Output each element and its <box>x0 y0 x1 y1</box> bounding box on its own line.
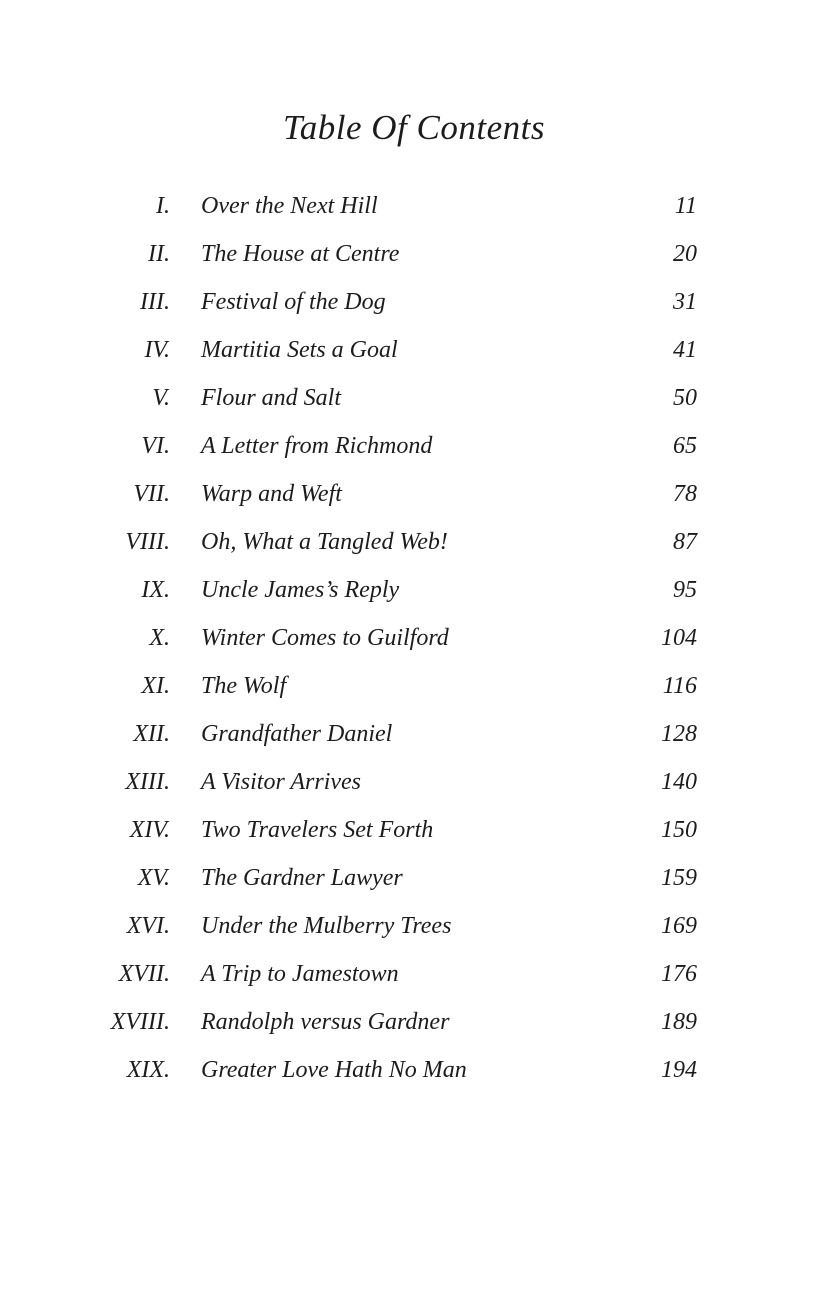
chapter-page-number: 65 <box>673 433 697 459</box>
chapter-page-number: 128 <box>661 721 697 747</box>
chapter-numeral: XI. <box>141 673 170 699</box>
toc-entry <box>0 806 697 854</box>
chapter-page-number: 169 <box>661 913 697 939</box>
chapter-title: Grandfather Daniel <box>201 721 393 747</box>
toc-entry <box>0 566 697 614</box>
chapter-page-number: 87 <box>673 529 697 555</box>
chapter-page-number: 95 <box>673 577 697 603</box>
chapter-numeral: XIX. <box>126 1057 170 1083</box>
chapter-page-number: 20 <box>673 241 697 267</box>
chapter-page-number: 104 <box>661 625 697 651</box>
chapter-title: Winter Comes to Guilford <box>201 625 449 651</box>
toc-entry <box>0 614 697 662</box>
chapter-page-number: 159 <box>661 865 697 891</box>
chapter-numeral: XII. <box>133 721 170 747</box>
chapter-title: A Trip to Jamestown <box>201 961 399 987</box>
chapter-title: Greater Love Hath No Man <box>201 1057 467 1083</box>
chapter-title: Randolph versus Gardner <box>201 1009 450 1035</box>
chapter-title: Under the Mulberry Trees <box>201 913 452 939</box>
chapter-title: Two Travelers Set Forth <box>201 817 434 843</box>
chapter-numeral: VII. <box>133 481 170 507</box>
toc-entry <box>0 230 697 278</box>
chapter-page-number: 41 <box>673 337 697 363</box>
chapter-page-number: 176 <box>661 961 697 987</box>
toc-entry <box>0 854 697 902</box>
chapter-numeral: XIII. <box>125 769 170 795</box>
chapter-page-number: 194 <box>661 1057 697 1083</box>
chapter-numeral: V. <box>152 385 170 411</box>
chapter-page-number: 140 <box>661 769 697 795</box>
chapter-numeral: XVI. <box>126 913 170 939</box>
toc-entry <box>0 470 697 518</box>
chapter-title: Flour and Salt <box>201 385 342 411</box>
table-of-contents <box>0 182 697 1094</box>
chapter-title: Martitia Sets a Goal <box>201 337 398 363</box>
chapter-title: A Visitor Arrives <box>201 769 362 795</box>
chapter-numeral: XVII. <box>118 961 170 987</box>
chapter-numeral: X. <box>149 625 170 651</box>
chapter-numeral: IV. <box>144 337 170 363</box>
chapter-page-number: 116 <box>662 673 697 699</box>
chapter-numeral: XVIII. <box>110 1009 170 1035</box>
chapter-numeral: XV. <box>137 865 170 891</box>
toc-entry <box>0 422 697 470</box>
toc-entry <box>0 710 697 758</box>
chapter-numeral: IX. <box>141 577 170 603</box>
toc-entry <box>0 374 697 422</box>
chapter-title: The Gardner Lawyer <box>201 865 403 891</box>
chapter-title: The House at Centre <box>201 241 400 267</box>
chapter-title: Over the Next Hill <box>201 193 378 219</box>
toc-entry <box>0 182 697 230</box>
toc-entry <box>0 518 697 566</box>
chapter-page-number: 78 <box>673 481 697 507</box>
chapter-title: Warp and Weft <box>201 481 342 507</box>
toc-entry <box>0 326 697 374</box>
chapter-title: Festival of the Dog <box>201 289 386 315</box>
toc-entry <box>0 902 697 950</box>
chapter-numeral: XIV. <box>129 817 170 843</box>
chapter-page-number: 31 <box>673 289 697 315</box>
chapter-numeral: II. <box>148 241 170 267</box>
chapter-numeral: I. <box>156 193 170 219</box>
chapter-page-number: 11 <box>674 193 697 219</box>
chapter-title: The Wolf <box>201 673 287 699</box>
chapter-numeral: III. <box>140 289 170 315</box>
toc-entry <box>0 278 697 326</box>
toc-entry <box>0 758 697 806</box>
chapter-page-number: 50 <box>673 385 697 411</box>
chapter-numeral: VIII. <box>125 529 170 555</box>
chapter-title: Oh, What a Tangled Web! <box>201 529 448 555</box>
page-title: Table Of Contents <box>283 108 545 147</box>
chapter-page-number: 189 <box>661 1009 697 1035</box>
chapter-page-number: 150 <box>661 817 697 843</box>
toc-entry <box>0 1046 697 1094</box>
chapter-title: A Letter from Richmond <box>201 433 433 459</box>
toc-entry <box>0 950 697 998</box>
toc-entry <box>0 998 697 1046</box>
toc-entry <box>0 662 697 710</box>
chapter-title: Uncle James’s Reply <box>201 577 400 603</box>
chapter-numeral: VI. <box>141 433 170 459</box>
